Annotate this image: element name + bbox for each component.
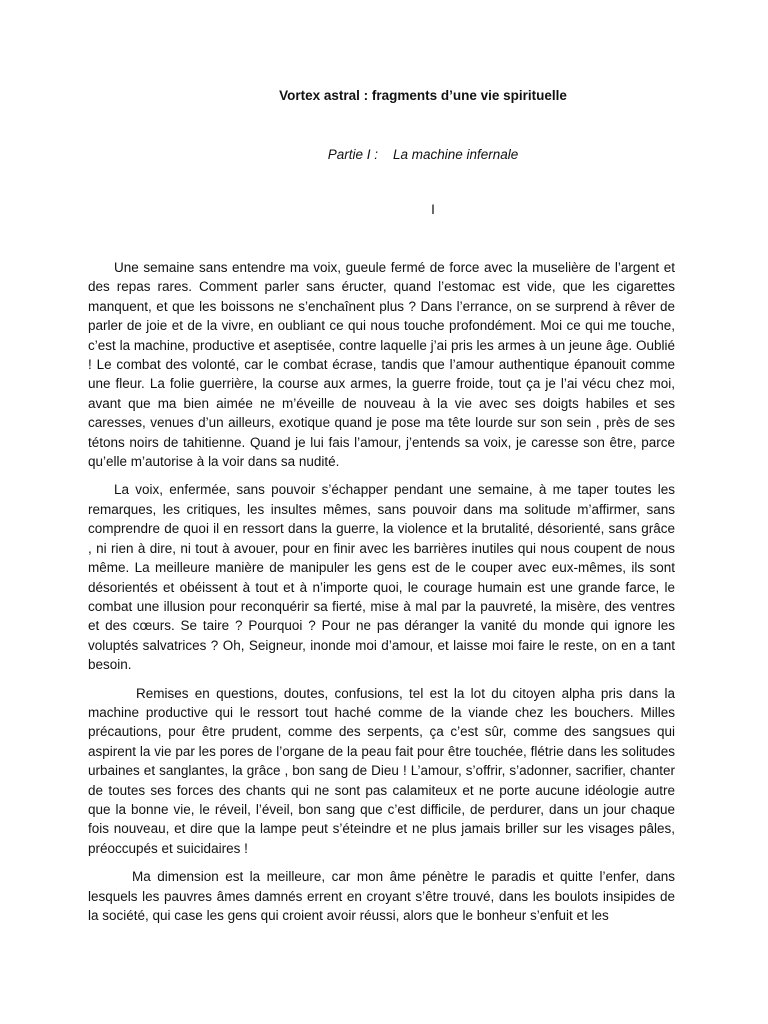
chapter-number: I [431,202,435,217]
paragraph-2: La voix, enfermée, sans pouvoir s’échapper pendant une semaine, à me taper toutes les remarques, les critiques, les insultes mêmes, sans pouvoir dans ma solitude m’affirmer, sans comprendre de quoi il en ressort dans la guerre, la violence et la brutalité, désorienté, sans grâce , ni rien à dire, ni tout à avouer, pour en finir avec les barrières inutiles qui nous coupent de nous même. La meilleure manière de manipuler les gens est de le couper avec eux-mêmes, ils sont désorientés et obéissent à tout et à n’importe quoi, le courage humain est une grande farce, le combat une illusion pour reconquérir sa fierté, mise à mal par la pauvreté, la misère, des ventres et des cœurs. Se taire ? Pourquoi ? Pour ne pas déranger la vanité du monde qui ignore les voluptés salvatrices ? Oh, Seigneur, inonde moi d’amour, et laisse moi faire le reste, on en a tant besoin. [88,482,675,673]
paragraph-3: Remises en questions, doutes, confusions, tel est la lot du citoyen alpha pris dans la machine productive qui le ressort tout haché comme de la viande chez les bouchers. Milles précautions, pour être prudent, comme des serpents, ça c’est sûr, comme des sangsues qui aspirent la vie par les pores de l’organe de la peau fait pour être touchée, flétrie dans les solitudes urbaines et sanglantes, la grâce , bon sang de Dieu ! L’amour, s’offrir, s’adonner, sacrifier, chanter de toutes ses forces des chants qui ne sont pas calamiteux et ne porte aucune idéologie autre que la bonne vie, le réveil, l’éveil, bon sang que c’est difficile, de perdurer, dans un jour chaque fois nouveau, et dire que la lampe peut s’éteindre et ne plus jamais briller sur les visages pâles, préoccupés et suicidaires ! [88,685,675,856]
part-subtitle: Partie I : La machine infernale [327,147,519,162]
paragraph-1: Une semaine sans entendre ma voix, gueule fermé de force avec la muselière de l’argent et des repas rares. Comment parler sans éructer, quand l’estomac est vide, que les cigarettes manquent, et que les boissons ne s’enchaînent plus ? Dans l’errance, on se surprend à rêver de parler de joie et de la vivre, en oubliant ce qui nous touche profondément. Moi ce qui me touche, c’est la machine, productive et aseptisée, contre laquelle j’ai pris les armes à un jeune âge. Oublié ! Le combat des volonté, car le combat écrase, tandis que l’amour authentique épanouit comme une fleur. La folie guerrière, la course aux armes, la guerre froide, tout ça je l’ai vécu chez moi, avant que ma bien aimée ne m’éveille de nouveau à la vie avec ses doigts habiles et ses caresses, venues d’un ailleurs, exotique quand je pose ma tête lourde sur son sein , près de ses tétons noirs de tahitienne. Quand je lui fais l’amour, j’entends sa voix, je caresse son être, parce qu’elle m’autorise à la voir dans sa nudité. [88,260,675,470]
paragraph-4: Ma dimension est la meilleure, car mon âme pénètre le paradis et quitte l’enfer, dans lesquels les pauvres âmes damnés errent en croyant s’être trouvé, dans les boulots insipides de la société, qui case les gens qui croient avoir réussi, alors que le bonheur s’enfuit et les [88,869,675,923]
document-title: Vortex astral : fragments d’une vie spirituelle [279,88,567,103]
body-text [88,258,675,934]
